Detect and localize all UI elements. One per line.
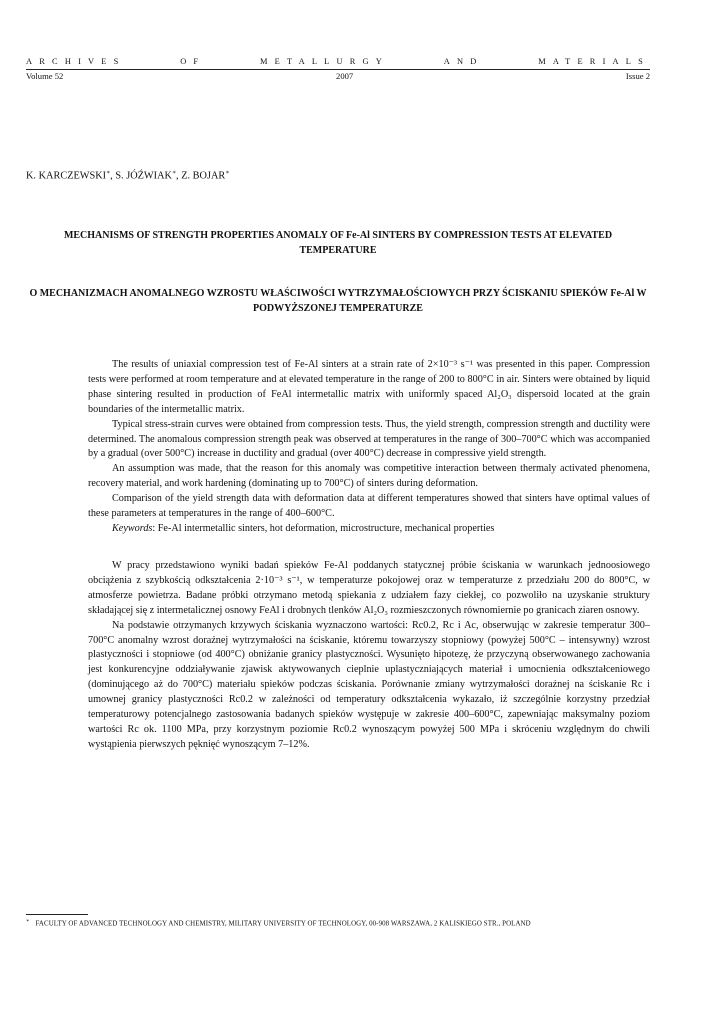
footnote-text: FACULTY OF ADVANCED TECHNOLOGY AND CHEMISTRY, MILITARY UNIVERSITY OF TECHNOLOGY, 00-908 WARSZAWA, 2 KALISKIEGO STR., POLAND (35, 920, 531, 928)
journal-word: ARCHIVES (26, 57, 126, 66)
author-name: Z. BOJAR (181, 170, 226, 182)
author-name: S. JÓŹWIAK (115, 170, 172, 182)
abstract-paragraph: Typical stress-strain curves were obtained from compression tests. Thus, the yield strength, compression strength and ductility were determined. The anomalous compression strength peak was observed at temperatures in the range of 300–700°C which was accompanied by a gradual (over 500°C) increase in ductility and gradual (over 400°C) decrease in compressive yield strength. (88, 418, 650, 460)
affiliation-mark: ∗ (171, 170, 177, 176)
issue-info (26, 71, 650, 81)
keywords-line (88, 522, 650, 537)
journal-word: METALLURGY (260, 57, 390, 66)
journal-name (26, 57, 650, 66)
abstract-paragraph: Na podstawie otrzymanych krzywych ściskania wyznaczono wartości: Rc0.2, Rc i Ac, obserwując w zakresie temperatur 300–700°C anomalny wzrost doraźnej wytrzymałości na ściskanie, któremu towarzyszy stopniowy (powyżej 500°C – intensywny) wzrost plastyczności i stopniowe (od 400°C) obniżanie granicy plastyczności. Wysunięto hipotezę, że przyczyną obserwowanego zachowania jest konkurencyjne oddziaływanie zjawisk aktywowanych cieplnie uplastyczniających materiał i umocnienia odkształceniowego (dominującego aż do 700°C) materiału spieków podczas ściskania. Porównanie zmiany wytrzymałości doraźnej na ściskanie Rc i umownej granicy plastyczności Rc0.2 w zależności od temperatury odkształcenia wykazało, iż szczególnie korzystny przedział temperaturowy potencjalnego zastosowania badanych spieków występuje w zakresie 400–600°C, zapewniając maksymalny poziom wartości Rc ok. 1100 MPa, przy korzystnym poziomie Rc0.2 wynoszącym powyżej 500 MPa i skróceniu względnym do chwili wystąpienia pierwszych pęknięć wynoszącym 7–12%. (88, 619, 650, 750)
affiliation-mark: ∗ (106, 170, 111, 176)
journal-word: OF (180, 57, 206, 66)
affiliation-mark: ∗ (225, 170, 230, 176)
abstract-paragraph: An assumption was made, that the reason for this anomaly was competitive interaction between thermaly activated phenomena, recovery material, and work hardening (dominating up to 700°C) of sinters during deformation. (88, 463, 650, 490)
abstract-polish (88, 559, 650, 753)
author-list (26, 169, 229, 181)
volume-label: Volume 52 (26, 71, 64, 81)
keywords-label: Keywords (112, 522, 153, 534)
abstract-english (88, 358, 650, 537)
affiliation-footnote (26, 918, 531, 927)
paper-title-polish: O MECHANIZMACH ANOMALNEGO WZROSTU WŁAŚCIWOŚCI WYTRZYMAŁOŚCIOWYCH PRZY ŚCISKANIU SPIEKÓW Fe-Al W PODWYŻSZONEJ TEMPERATURZE (29, 288, 647, 314)
footnote-mark: ∗ (26, 919, 30, 924)
abstract-paragraph: The results of uniaxial compression test of Fe-Al sinters at a strain rate of 2×10⁻³ s⁻¹ was presented in this paper. Compression tests were performed at room temperature and at elevated temperature in the range of 200 to 800°C in air. Sinters were obtained by liquid phase sintering resulted in production of FeAl intermetallic matrix with uniformly spaced Al₂O₃ dispersoid located at the grain boundaries of the intermetallic matrix. (88, 359, 650, 415)
keywords-text: : Fe-Al intermetallic sinters, hot deformation, microstructure, mechanical properties (152, 522, 495, 534)
footnote-divider (26, 914, 88, 915)
abstract-paragraph: Comparison of the yield strength data with deformation data at different temperatures showed that sinters have optimal values of these parameters at temperatures in the range of 400–600°C. (88, 493, 650, 520)
issue-label: Issue 2 (625, 71, 650, 81)
abstract-paragraph: W pracy przedstawiono wyniki badań spieków Fe-Al poddanych statycznej próbie ściskania w warunkach jednoosiowego obciążenia z szybkością odkształcenia 2·10⁻³ s⁻¹, w temperaturze pokojowej oraz w temperaturze z przedziału 200 do 800°C, w atmosferze powietrza. Badane próbki otrzymano metodą spiekania z udziałem fazy ciekłej, co pozwoliło na uzyskanie struktury składającej się z intermetalicznej osnowy FeAl i drobnych tlenków Al₂O₃ rozmieszczonych równomiernie po granicach ziaren osnowy. (88, 560, 650, 616)
journal-word: MATERIALS (538, 57, 650, 66)
header-divider (26, 69, 650, 70)
journal-word: AND (443, 57, 484, 66)
year-label: 2007 (336, 71, 354, 81)
author-separator: , (110, 170, 116, 182)
author-name: K. KARCZEWSKI (26, 170, 107, 182)
paper-title-english: MECHANISMS OF STRENGTH PROPERTIES ANOMALY OF Fe-Al SINTERS BY COMPRESSION TESTS AT ELEVATED TEMPERATURE (63, 230, 613, 256)
author-separator: , (176, 170, 182, 182)
